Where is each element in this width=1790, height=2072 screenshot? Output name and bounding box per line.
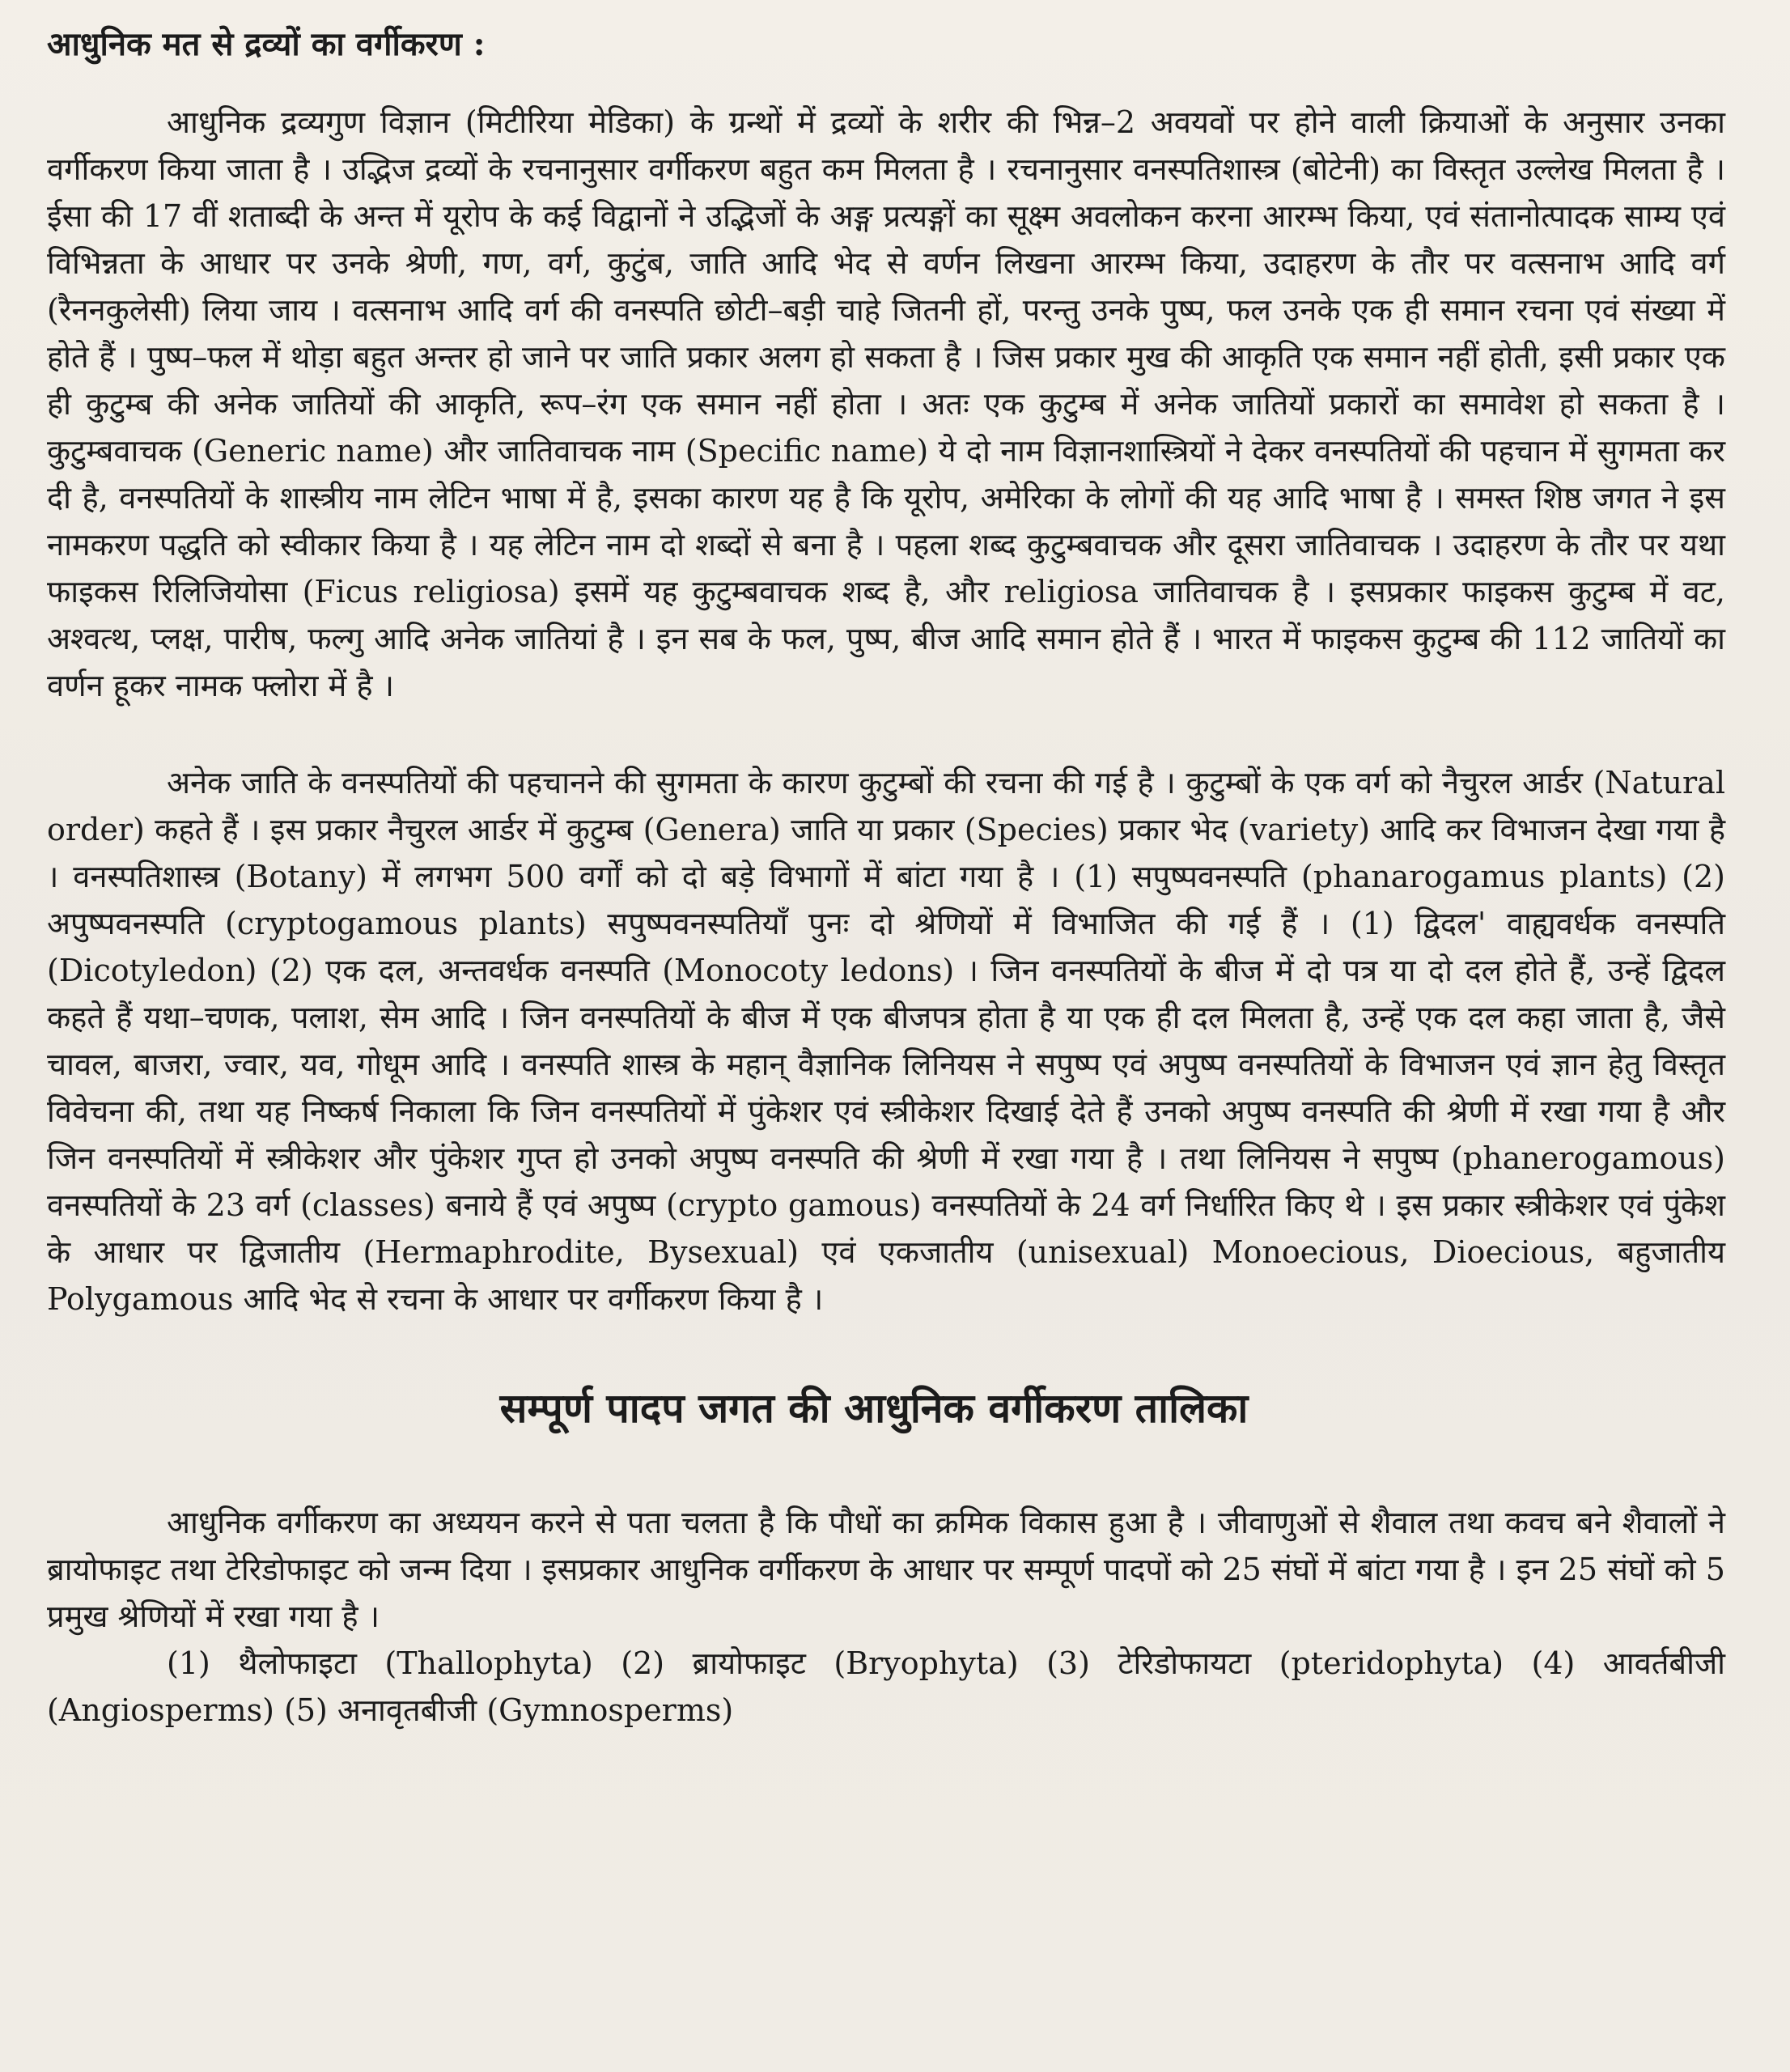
paragraph-classification: अनेक जाति के वनस्पतियों की पहचानने की सुगमता के कारण कुटुम्बों की रचना की गई है । कुटुम्बों के एक वर्ग को नैचुरल आर्डर (Natural order) कहते हैं । इस प्रकार नैचुरल आर्डर में कुटुम्ब (Genera) जाति या प्रकार (Species) प्रकार भेद (variety) आदि कर विभाजन देखा गया है । वनस्पतिशास्त्र (Botany) में लगभग 500 वर्गों को दो बड़े विभागों में बांटा गया है । (1) सपुष्पवनस्पति (phanarogamus plants) (2) अपुष्पवनस्पति (cryptogamous plants) सपुष्पवनस्पतियाँ पुनः दो श्रेणियों में विभाजित की गई हैं । (1) द्विदल' वाह्यवर्धक वनस्पति (Dicotyledon) (2) एक दल, अन्तवर्धक वनस्पति (Monocoty ledons) । जिन वनस्पतियों के बीज में दो पत्र या दो दल होते हैं, उन्हें द्विदल कहते हैं यथा–चणक, पलाश, सेम आदि । जिन वनस्पतियों के बीज में एक बीजपत्र होता है या एक ही दल मिलता है, उन्हें एक दल कहा जाता है, जैसे चावल, बाजरा, ज्वार, यव, गोधूम आदि । वनस्पति शास्त्र के महान् वैज्ञानिक लिनियस ने सपुष्प एवं अपुष्प वनस्पतियों के विभाजन एवं ज्ञान हेतु विस्तृत विवेचना की, तथा यह निष्कर्ष निकाला कि जिन वनस्पतियों में पुंकेशर एवं स्त्रीकेशर दिखाई देते हैं उनको अपुष्प वनस्पति की श्रेणी में रखा गया है और जिन वनस्पतियों में स्त्रीकेशर और पुंकेशर गुप्त हो उनको अपुष्प वनस्पति की श्रेणी में रखा गया है । तथा लिनियस ने सपुष्प (phanerogamous) वनस्पतियों के 23 वर्ग (classes) बनाये हैं एवं अपुष्प (crypto gamous) वनस्पतियों के 24 वर्ग निर्धारित किए थे । इस प्रकार स्त्रीकेशर एवं पुंकेश के आधार पर द्विजातीय (Hermaphrodite, Bysexual) एवं एकजातीय (unisexual) Monoecious, Dioecious, बहुजातीय Polygamous आदि भेद से रचना के आधार पर वर्गीकरण किया है ।: [47, 765, 1725, 1317]
paragraph-plant-groups: (1) थैलोफाइटा (Thallophyta) (2) ब्रायोफाइट (Bryophyta) (3) टेरिडोफायटा (pteridophyta) (4) आवर्तबीजी (Angiosperms) (5) अनावृतबीजी (Gymnosperms): [47, 1645, 1725, 1728]
section-title: सम्पूर्ण पादप जगत की आधुनिक वर्गीकरण तालिका: [499, 1384, 1249, 1432]
paragraph-modern-classification: आधुनिक वर्गीकरण का अध्ययन करने से पता चलता है कि पौधों का क्रमिक विकास हुआ है । जीवाणुओं से शैवाल तथा कवच बने शैवालों ने ब्रायोफाइट तथा टेरिडोफाइट को जन्म दिया । इसप्रकार आधुनिक वर्गीकरण के आधार पर सम्पूर्ण पादपों को 25 संघों में बांटा गया है । इन 25 संघों को 5 प्रमुख श्रेणियों में रखा गया है ।: [47, 1505, 1725, 1634]
paragraph-intro: आधुनिक द्रव्यगुण विज्ञान (मिटीरिया मेडिका) के ग्रन्थों में द्रव्यों के शरीर की भिन्न–2 अवयवों पर होने वाली क्रियाओं के अनुसार उनका वर्गीकरण किया जाता है । उद्भिज द्रव्यों के रचनानुसार वर्गीकरण बहुत कम मिलता है । रचनानुसार वनस्पतिशास्त्र (बोटेनी) का विस्तृत उल्लेख मिलता है । ईसा की 17 वीं शताब्दी के अन्त में यूरोप के कई विद्वानों ने उद्भिजों के अङ्ग प्रत्यङ्गों का सूक्ष्म अवलोकन करना आरम्भ किया, एवं संतानोत्पादक साम्य एवं विभिन्नता के आधार पर उनके श्रेणी, गण, वर्ग, कुटुंब, जाति आदि भेद से वर्णन लिखना आरम्भ किया, उदाहरण के तौर पर वत्सनाभ आदि वर्ग (रैननकुलेसी) लिया जाय । वत्सनाभ आदि वर्ग की वनस्पति छोटी–बड़ी चाहे जितनी हों, परन्तु उनके पुष्प, फल उनके एक ही समान रचना एवं संख्या में होते हैं । पुष्प–फल में थोड़ा बहुत अन्तर हो जाने पर जाति प्रकार अलग हो सकता है । जिस प्रकार मुख की आकृति एक समान नहीं होती, इसी प्रकार एक ही कुटुम्ब की अनेक जातियों की आकृति, रूप–रंग एक समान नहीं होता । अतः एक कुटुम्ब में अनेक जातियों प्रकारों का समावेश हो सकता है । कुटुम्बवाचक (Generic name) और जातिवाचक नाम (Specific name) ये दो नाम विज्ञानशास्त्रियों ने देकर वनस्पतियों की पहचान में सुगमता कर दी है, वनस्पतियों के शास्त्रीय नाम लेटिन भाषा में है, इसका कारण यह है कि यूरोप, अमेरिका के लोगों की यह आदि भाषा है । समस्त शिष्ठ जगत ने इस नामकरण पद्धति को स्वीकार किया है । यह लेटिन नाम दो शब्दों से बना है । पहला शब्द कुटुम्बवाचक और दूसरा जातिवाचक । उदाहरण के तौर पर यथा फाइकस रिलिजियोसा (Ficus religiosa) इसमें यह कुटुम्बवाचक शब्द है, और religiosa जातिवाचक है । इसप्रकार फाइकस कुटुम्ब में वट, अश्वत्थ, प्लक्ष, पारीष, फल्गु आदि अनेक जातियां है । इन सब के फल, पुष्प, बीज आदि समान होते हैं । भारत में फाइकस कुटुम्ब की 112 जातियों का वर्णन हूकर नामक फ्लोरा में है ।: [47, 104, 1725, 703]
document-heading: आधुनिक मत से द्रव्यों का वर्गीकरण :: [47, 25, 486, 63]
